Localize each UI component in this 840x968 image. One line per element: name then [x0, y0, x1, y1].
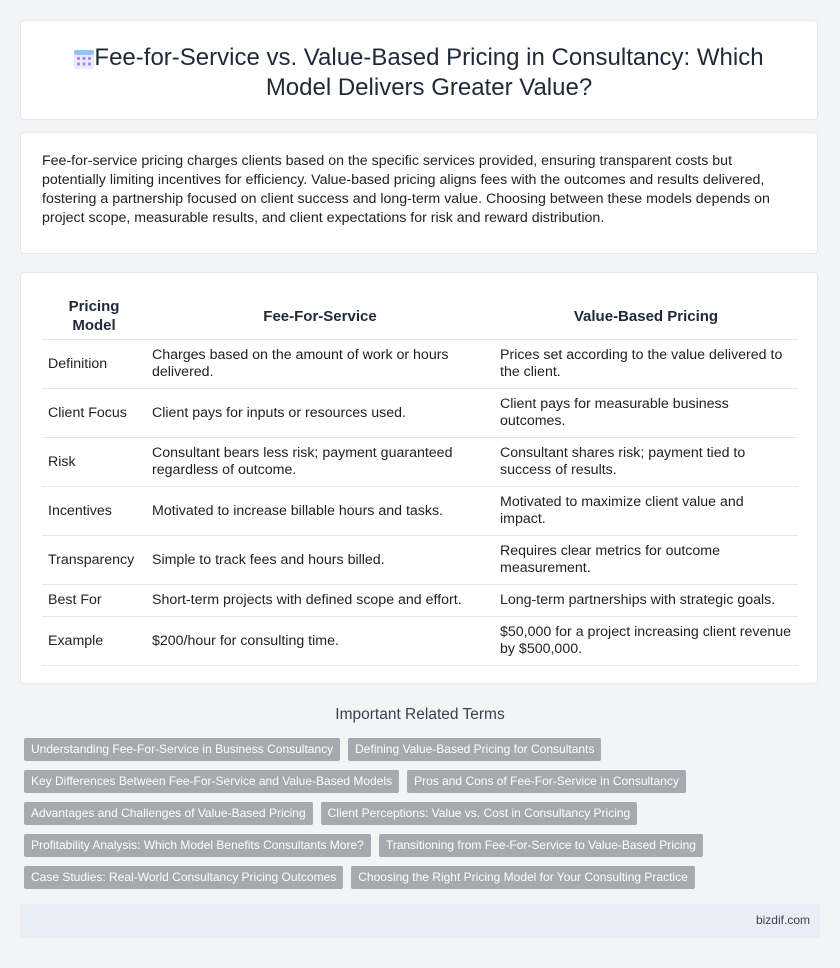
related-term-link[interactable]: Key Differences Between Fee-For-Service and Value-Based Models [24, 770, 399, 793]
table-row [42, 389, 798, 438]
table-row [42, 585, 798, 617]
table-cell: $50,000 for a project increasing client revenue by $500,000. [494, 617, 798, 666]
table-cell: Long-term partnerships with strategic goals. [494, 585, 798, 617]
table-cell: Client pays for measurable business outcomes. [494, 389, 798, 438]
table-row [42, 340, 798, 389]
table-row [42, 617, 798, 666]
title-card [20, 20, 818, 120]
footer [20, 904, 820, 938]
related-term-link[interactable]: Profitability Analysis: Which Model Benefits Consultants More? [24, 834, 371, 857]
page-title: Fee-for-Service vs. Value-Based Pricing in Consultancy: Which Model Delivers Greater Value? [94, 44, 764, 101]
table-cell: Example [42, 617, 146, 666]
comparison-table [42, 293, 798, 666]
table-cell: Consultant bears less risk; payment guaranteed regardless of outcome. [146, 438, 494, 487]
table-header-row [42, 293, 798, 340]
table-cell: Risk [42, 438, 146, 487]
table-cell: Motivated to increase billable hours and tasks. [146, 487, 494, 536]
table-cell: Client Focus [42, 389, 146, 438]
related-term-link[interactable]: Pros and Cons of Fee-For-Service in Consultancy [407, 770, 686, 793]
table-row [42, 487, 798, 536]
table-cell: Requires clear metrics for outcome measurement. [494, 536, 798, 585]
column-header: Value-Based Pricing [573, 307, 719, 325]
table-cell: Best For [42, 585, 146, 617]
comparison-card [20, 272, 818, 684]
table-cell: Transparency [42, 536, 146, 585]
intro-paragraph: Fee-for-service pricing charges clients based on the specific services provided, ensuring transparent costs but potentially limiting incentives for efficiency. Value-based pricing aligns fees with the outcomes and results delivered, fostering a partnership focused on client success and long-term value. Choosing between these models depends on project scope, measurable results, and client expectations for risk and reward distribution. [42, 153, 770, 226]
related-term-link[interactable]: Advantages and Challenges of Value-Based Pricing [24, 802, 313, 825]
table-row [42, 438, 798, 487]
table-cell: Short-term projects with defined scope and effort. [146, 585, 494, 617]
related-term-link[interactable]: Choosing the Right Pricing Model for Your Consulting Practice [351, 866, 695, 889]
related-terms-heading: Important Related Terms [335, 706, 505, 723]
table-row [42, 536, 798, 585]
related-term-link[interactable]: Case Studies: Real-World Consultancy Pricing Outcomes [24, 866, 343, 889]
intro-card [20, 132, 818, 254]
table-cell: Consultant shares risk; payment tied to success of results. [494, 438, 798, 487]
table-cell: Prices set according to the value delivered to the client. [494, 340, 798, 389]
column-header: Pricing Model [68, 298, 120, 334]
column-header: Fee-For-Service [263, 307, 377, 325]
related-term-link[interactable]: Defining Value-Based Pricing for Consultants [348, 738, 601, 761]
table-cell: Charges based on the amount of work or hours delivered. [146, 340, 494, 389]
related-term-link[interactable]: Understanding Fee-For-Service in Business Consultancy [24, 738, 340, 761]
related-terms-list [24, 738, 724, 898]
related-term-link[interactable]: Client Perceptions: Value vs. Cost in Consultancy Pricing [321, 802, 638, 825]
table-cell: Simple to track fees and hours billed. [146, 536, 494, 585]
table-cell: $200/hour for consulting time. [146, 617, 494, 666]
table-cell: Motivated to maximize client value and impact. [494, 487, 798, 536]
table-cell: Client pays for inputs or resources used. [146, 389, 494, 438]
table-cell: Definition [42, 340, 146, 389]
footer-site-link[interactable]: bizdif.com [755, 913, 810, 927]
related-term-link[interactable]: Transitioning from Fee-For-Service to Value-Based Pricing [379, 834, 703, 857]
table-cell: Incentives [42, 487, 146, 536]
